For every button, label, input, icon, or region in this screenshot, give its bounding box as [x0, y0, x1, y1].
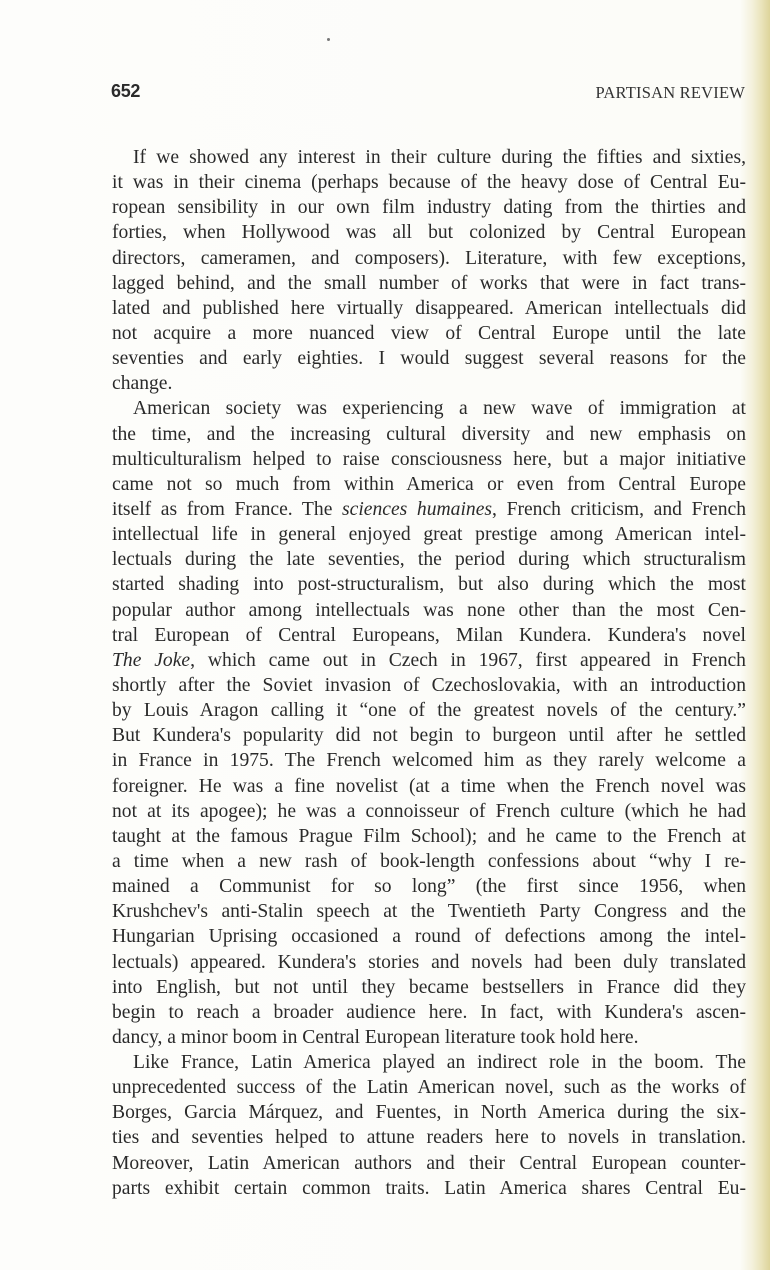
text-line — [112, 748, 746, 773]
text-segment: ties and seventies helped to attune readers here to novels in translation. — [112, 1127, 746, 1149]
text-line — [112, 1125, 746, 1150]
page-number: 652 — [111, 81, 141, 101]
text-segment: it was in their cinema (perhaps because of the heavy dose of Central Eu- — [112, 172, 746, 194]
text-line — [112, 572, 746, 597]
text-segment: the time, and the increasing cultural diversity and new emphasis on — [112, 423, 746, 445]
text-line — [112, 623, 746, 648]
text-line — [112, 145, 746, 170]
text-line — [112, 195, 746, 220]
text-line — [112, 396, 746, 421]
text-line — [112, 497, 746, 522]
text-segment: forties, when Hollywood was all but colonized by Central European — [112, 222, 746, 244]
text-line — [112, 950, 746, 975]
text-segment: popular author among intellectuals was none other than the most Cen- — [112, 599, 746, 621]
text-line — [112, 924, 746, 949]
text-segment: a time when a new rash of book-length confessions about “why I re- — [112, 850, 746, 872]
text-line — [112, 1025, 746, 1050]
text-line — [112, 673, 746, 698]
text-line — [112, 648, 746, 673]
paragraph — [112, 396, 746, 1050]
text-segment: parts exhibit certain common traits. Latin America shares Central Eu- — [112, 1177, 746, 1199]
text-line — [112, 723, 746, 748]
text-line — [112, 975, 746, 1000]
text-segment: itself as from France. The — [112, 498, 343, 520]
text-segment: in France in 1975. The French welcomed him as they rarely welcome a — [112, 750, 746, 772]
text-segment: mained a Communist for so long” (the first since 1956, when — [112, 876, 746, 898]
text-line — [112, 371, 746, 396]
text-line — [112, 271, 746, 296]
text-segment: Like France, Latin America played an indirect role in the boom. The — [133, 1052, 746, 1074]
text-line — [112, 799, 746, 824]
text-line — [112, 547, 746, 572]
text-line — [112, 170, 746, 195]
text-segment: ropean sensibility in our own film industry dating from the thirties and — [112, 197, 746, 219]
text-segment: lagged behind, and the small number of works that were in fact trans- — [112, 272, 746, 294]
text-line — [112, 1100, 746, 1125]
scan-speck — [327, 38, 330, 41]
text-segment: came not so much from within America or even from Central Europe — [112, 473, 746, 495]
text-line — [112, 899, 746, 924]
text-line — [112, 1050, 746, 1075]
text-line — [112, 447, 746, 472]
text-line — [112, 472, 746, 497]
text-line — [112, 321, 746, 346]
text-segment: Moreover, Latin American authors and their Central European counter- — [112, 1152, 746, 1174]
text-line — [112, 522, 746, 547]
text-segment: by Louis Aragon calling it “one of the greatest novels of the century.” — [112, 700, 746, 722]
text-segment: not at its apogee); he was a connoisseur of French culture (which he had — [112, 800, 746, 822]
paragraph — [112, 145, 746, 396]
text-line — [112, 1075, 746, 1100]
text-segment: Krushchev's anti-Stalin speech at the Twentieth Party Congress and the — [112, 901, 746, 923]
text-line — [112, 346, 746, 371]
text-segment: not acquire a more nuanced view of Central Europe until the late — [112, 322, 746, 344]
text-line — [112, 849, 746, 874]
text-segment: unprecedented success of the Latin American novel, such as the works of — [112, 1077, 746, 1099]
text-segment: , French criticism, and French — [492, 498, 747, 520]
text-line — [112, 220, 746, 245]
running-head: PARTISAN REVIEW — [595, 83, 745, 102]
text-line — [112, 698, 746, 723]
text-segment: Borges, Garcia Márquez, and Fuentes, in North America during the six- — [112, 1102, 746, 1124]
text-segment: change. — [112, 373, 173, 395]
italic-title: sciences humaines — [342, 498, 493, 520]
text-segment: multiculturalism helped to raise consciousness here, but a major initiative — [112, 448, 746, 470]
text-segment: seventies and early eighties. I would suggest several reasons for the — [112, 348, 746, 370]
text-segment: But Kundera's popularity did not begin to burgeon until after he settled — [112, 725, 746, 747]
text-segment: taught at the famous Prague Film School); and he came to the French at — [112, 825, 746, 847]
text-segment: into English, but not until they became bestsellers in France did they — [112, 976, 746, 998]
text-line — [112, 422, 746, 447]
text-segment: begin to reach a broader audience here. In fact, with Kundera's ascen- — [112, 1001, 746, 1023]
text-segment: foreigner. He was a fine novelist (at a time when the French novel was — [112, 775, 746, 797]
text-line — [112, 598, 746, 623]
text-line — [112, 1176, 746, 1201]
paragraph — [112, 1050, 746, 1201]
body-text — [112, 145, 746, 1201]
text-segment: intellectual life in general enjoyed great prestige among American intel- — [112, 524, 746, 546]
text-segment: , which came out in Czech in 1967, first appeared in French — [190, 649, 746, 671]
text-line — [112, 246, 746, 271]
text-segment: directors, cameramen, and composers). Literature, with few exceptions, — [112, 247, 746, 269]
text-line — [112, 874, 746, 899]
text-segment: American society was experiencing a new wave of immigration at — [133, 398, 746, 420]
text-segment: lectuals during the late seventies, the period during which structuralism — [112, 549, 746, 571]
text-segment: shortly after the Soviet invasion of Czechoslovakia, with an introduction — [112, 674, 746, 696]
text-segment: lectuals) appeared. Kundera's stories and novels had been duly translated — [112, 951, 746, 973]
text-segment: Hungarian Uprising occasioned a round of defections among the intel- — [112, 926, 746, 948]
text-segment: lated and published here virtually disappeared. American intellectuals did — [112, 297, 746, 319]
text-segment: started shading into post-structuralism, but also during which the most — [112, 574, 746, 596]
text-segment: If we showed any interest in their culture during the fifties and sixties, — [133, 147, 746, 168]
text-segment: dancy, a minor boom in Central European literature took hold here. — [112, 1026, 639, 1048]
text-segment: tral European of Central Europeans, Milan Kundera. Kundera's novel — [112, 624, 746, 646]
text-line — [112, 296, 746, 321]
italic-title: The Joke — [112, 649, 191, 671]
text-line — [112, 774, 746, 799]
text-line — [112, 1151, 746, 1176]
text-line — [112, 1000, 746, 1025]
text-line — [112, 824, 746, 849]
